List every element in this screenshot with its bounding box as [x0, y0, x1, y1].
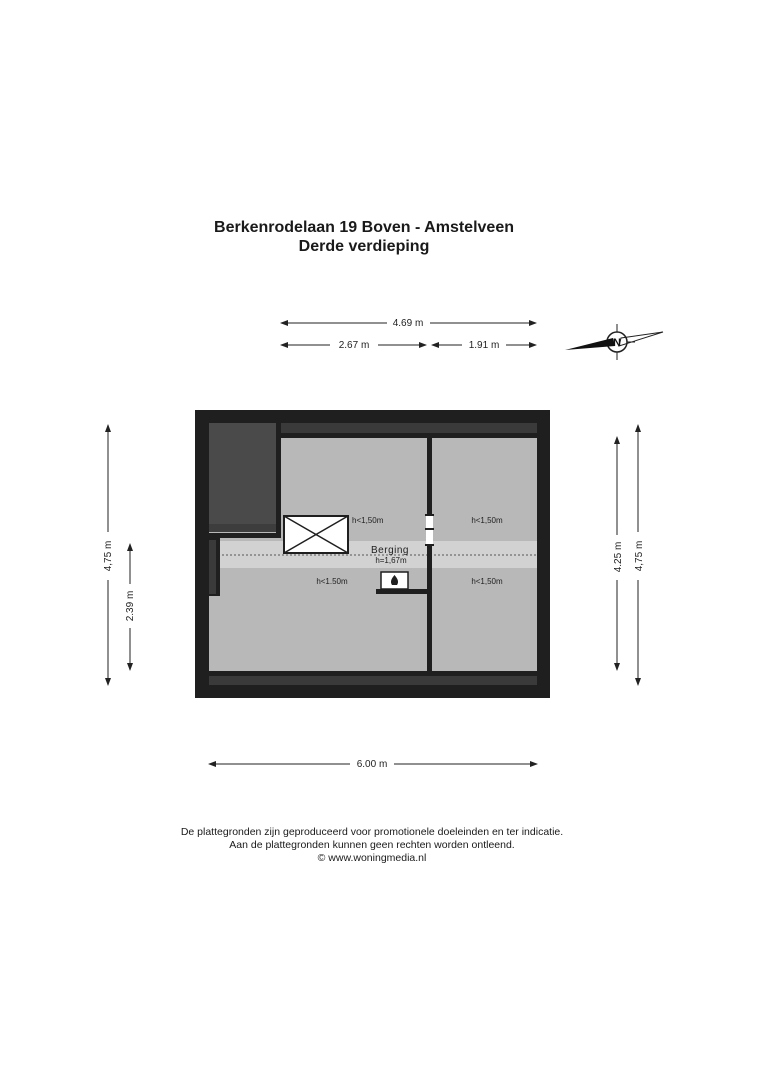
room-height-hatch: h<1,50m — [352, 516, 384, 525]
room-height-bottom-right: h<1,50m — [471, 577, 503, 586]
dimension-right-outer-label: 4,75 m — [634, 540, 645, 572]
eaves-top — [281, 423, 537, 433]
dimension-top-total — [281, 318, 536, 329]
dimension-left-partial — [125, 544, 136, 670]
dimension-left-partial-label: 2.39 m — [125, 590, 136, 622]
disclaimer-line-2: Aan de plattegronden kunnen geen rechten worden ontleend. — [229, 839, 515, 851]
dimension-right-outer — [634, 425, 645, 685]
dimension-top-left — [281, 340, 426, 351]
dimension-left-total — [103, 425, 114, 685]
room-name: Berging — [371, 545, 409, 556]
hatch-icon — [284, 516, 348, 553]
dimension-bottom-label: 6.00 m — [356, 759, 388, 770]
boiler-icon — [381, 572, 408, 589]
dimension-bottom — [209, 759, 537, 770]
dimension-top-total-label: 4.69 m — [392, 318, 424, 329]
dimension-left-total-label: 4,75 m — [103, 540, 114, 572]
interior-wall — [427, 438, 432, 671]
dimension-top-right-label: 1.91 m — [468, 340, 500, 351]
copyright-link[interactable]: © www.woningmedia.nl — [317, 852, 427, 864]
floorplan — [195, 410, 550, 698]
dimension-right-inner — [613, 437, 624, 670]
stair-void-block — [209, 423, 276, 526]
compass-icon — [565, 324, 663, 360]
plan-subtitle: Derde verdieping — [298, 238, 430, 255]
room-height-top-right: h<1,50m — [471, 516, 503, 525]
plan-title: Berkenrodelaan 19 Boven - Amstelveen — [214, 219, 514, 236]
room-height-bottom-left: h<1.50m — [316, 577, 348, 586]
dimension-top-right — [432, 340, 536, 351]
dimension-top-left-label: 2.67 m — [338, 340, 370, 351]
room-height-main: h=1,67m — [375, 556, 407, 565]
compass-label: N — [613, 337, 621, 349]
disclaimer-line-1: De plattegronden zijn geproduceerd voor promotionele doeleinden en ter indicatie. — [180, 826, 564, 838]
eaves-bottom — [209, 676, 537, 685]
dimension-right-inner-label: 4.25 m — [613, 541, 624, 573]
